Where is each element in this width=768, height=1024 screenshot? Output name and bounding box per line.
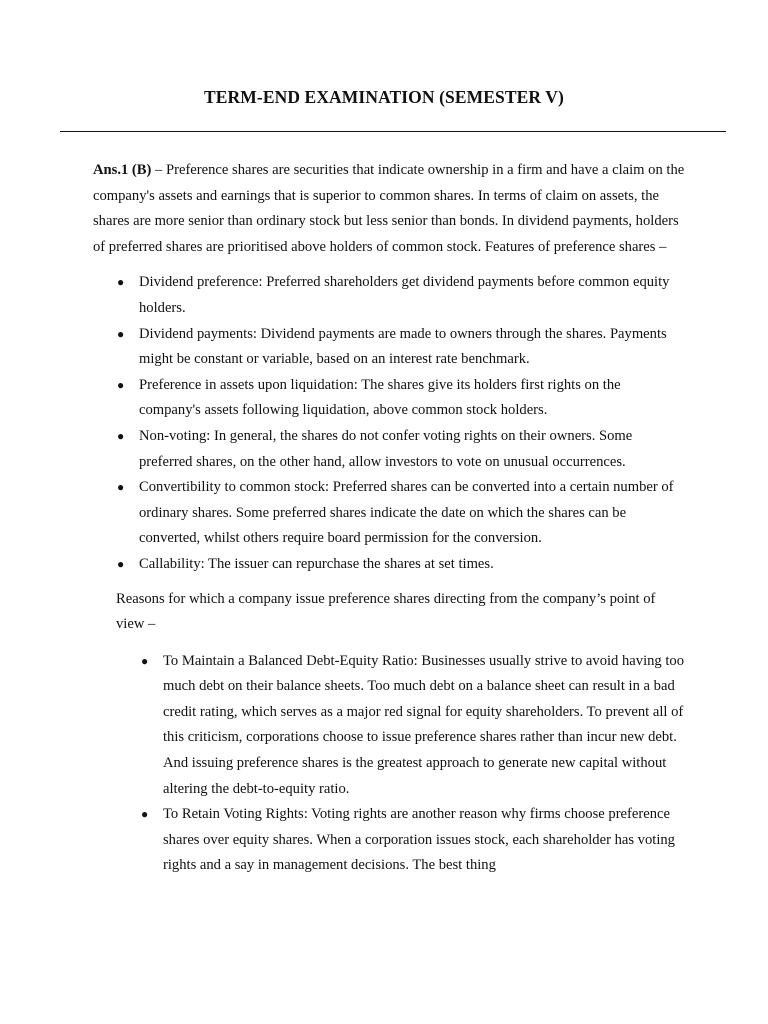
list-item [141, 802, 685, 879]
features-list [93, 270, 685, 577]
bullet-icon: ● [117, 275, 125, 290]
list-item-text: Callability: The issuer can repurchase the shares at set times. [139, 555, 494, 572]
bullet-icon: ● [117, 377, 125, 392]
bullet-icon: ● [117, 480, 125, 495]
list-item-text: Preference in assets upon liquidation: The shares give its holders first rights on the company's assets following liquidation, above common stock holders. [139, 376, 621, 419]
bullet-icon: ● [141, 807, 149, 822]
bullet-icon: ● [117, 428, 125, 443]
bullet-icon: ● [141, 653, 149, 668]
list-item [117, 424, 685, 475]
page-title: TERM-END EXAMINATION (SEMESTER V) [204, 87, 564, 107]
bullet-icon: ● [117, 556, 125, 571]
reasons-intro-paragraph: Reasons for which a company issue preference shares directing from the company’s point of view – [116, 590, 656, 633]
list-item [117, 322, 685, 373]
list-item [117, 373, 685, 424]
list-item-text: To Maintain a Balanced Debt-Equity Ratio: Businesses usually strive to avoid having too much debt on their balance sheets. Too much debt on a balance sheet can result in a bad credit rating, which serves as a major red signal for equity shareholders. To prevent all of this criticism, corporations choose to issue preference shares rather than incur new debt. And issuing preference shares is the greatest approach to generate new capital without altering the debt-to-equity ratio. [163, 652, 685, 797]
list-item [141, 649, 685, 803]
bullet-icon: ● [117, 326, 125, 341]
list-item-text: Convertibility to common stock: Preferred shares can be converted into a certain number of ordinary shares. Some preferred shares indicate the date on which the shares can be converted, whilst others require board permission for the conversion. [139, 479, 674, 547]
answer-section [93, 158, 685, 879]
answer-intro-text: – Preference shares are securities that indicate ownership in a firm and have a claim on the company's assets and earnings that is superior to common shares. In terms of claim on assets, the shares are more senior than ordinary stock but less senior than bonds. In dividend payments, holders of preferred shares are prioritised above holders of common stock. Features of preference shares – [93, 162, 685, 255]
list-item [117, 475, 685, 552]
list-item-text: Dividend payments: Dividend payments are made to owners through the shares. Payments might be constant or variable, based on an interest rate benchmark. [139, 325, 667, 368]
list-item-text: Non-voting: In general, the shares do not confer voting rights on their owners. Some preferred shares, on the other hand, allow investors to vote on unusual occurrences. [139, 427, 633, 470]
title-divider [60, 131, 726, 132]
reasons-list [93, 649, 685, 879]
list-item-text: Dividend preference: Preferred shareholders get dividend payments before common equity holders. [139, 274, 670, 316]
list-item-text: To Retain Voting Rights: Voting rights are another reason why firms choose preference shares over equity shares. When a corporation issues stock, each shareholder has voting rights and a say in management decisions. The best thing [163, 806, 675, 874]
list-item [117, 552, 685, 578]
answer-label: Ans.1 (B) [93, 162, 152, 178]
list-item [117, 270, 685, 321]
answer-intro-paragraph [93, 158, 685, 260]
